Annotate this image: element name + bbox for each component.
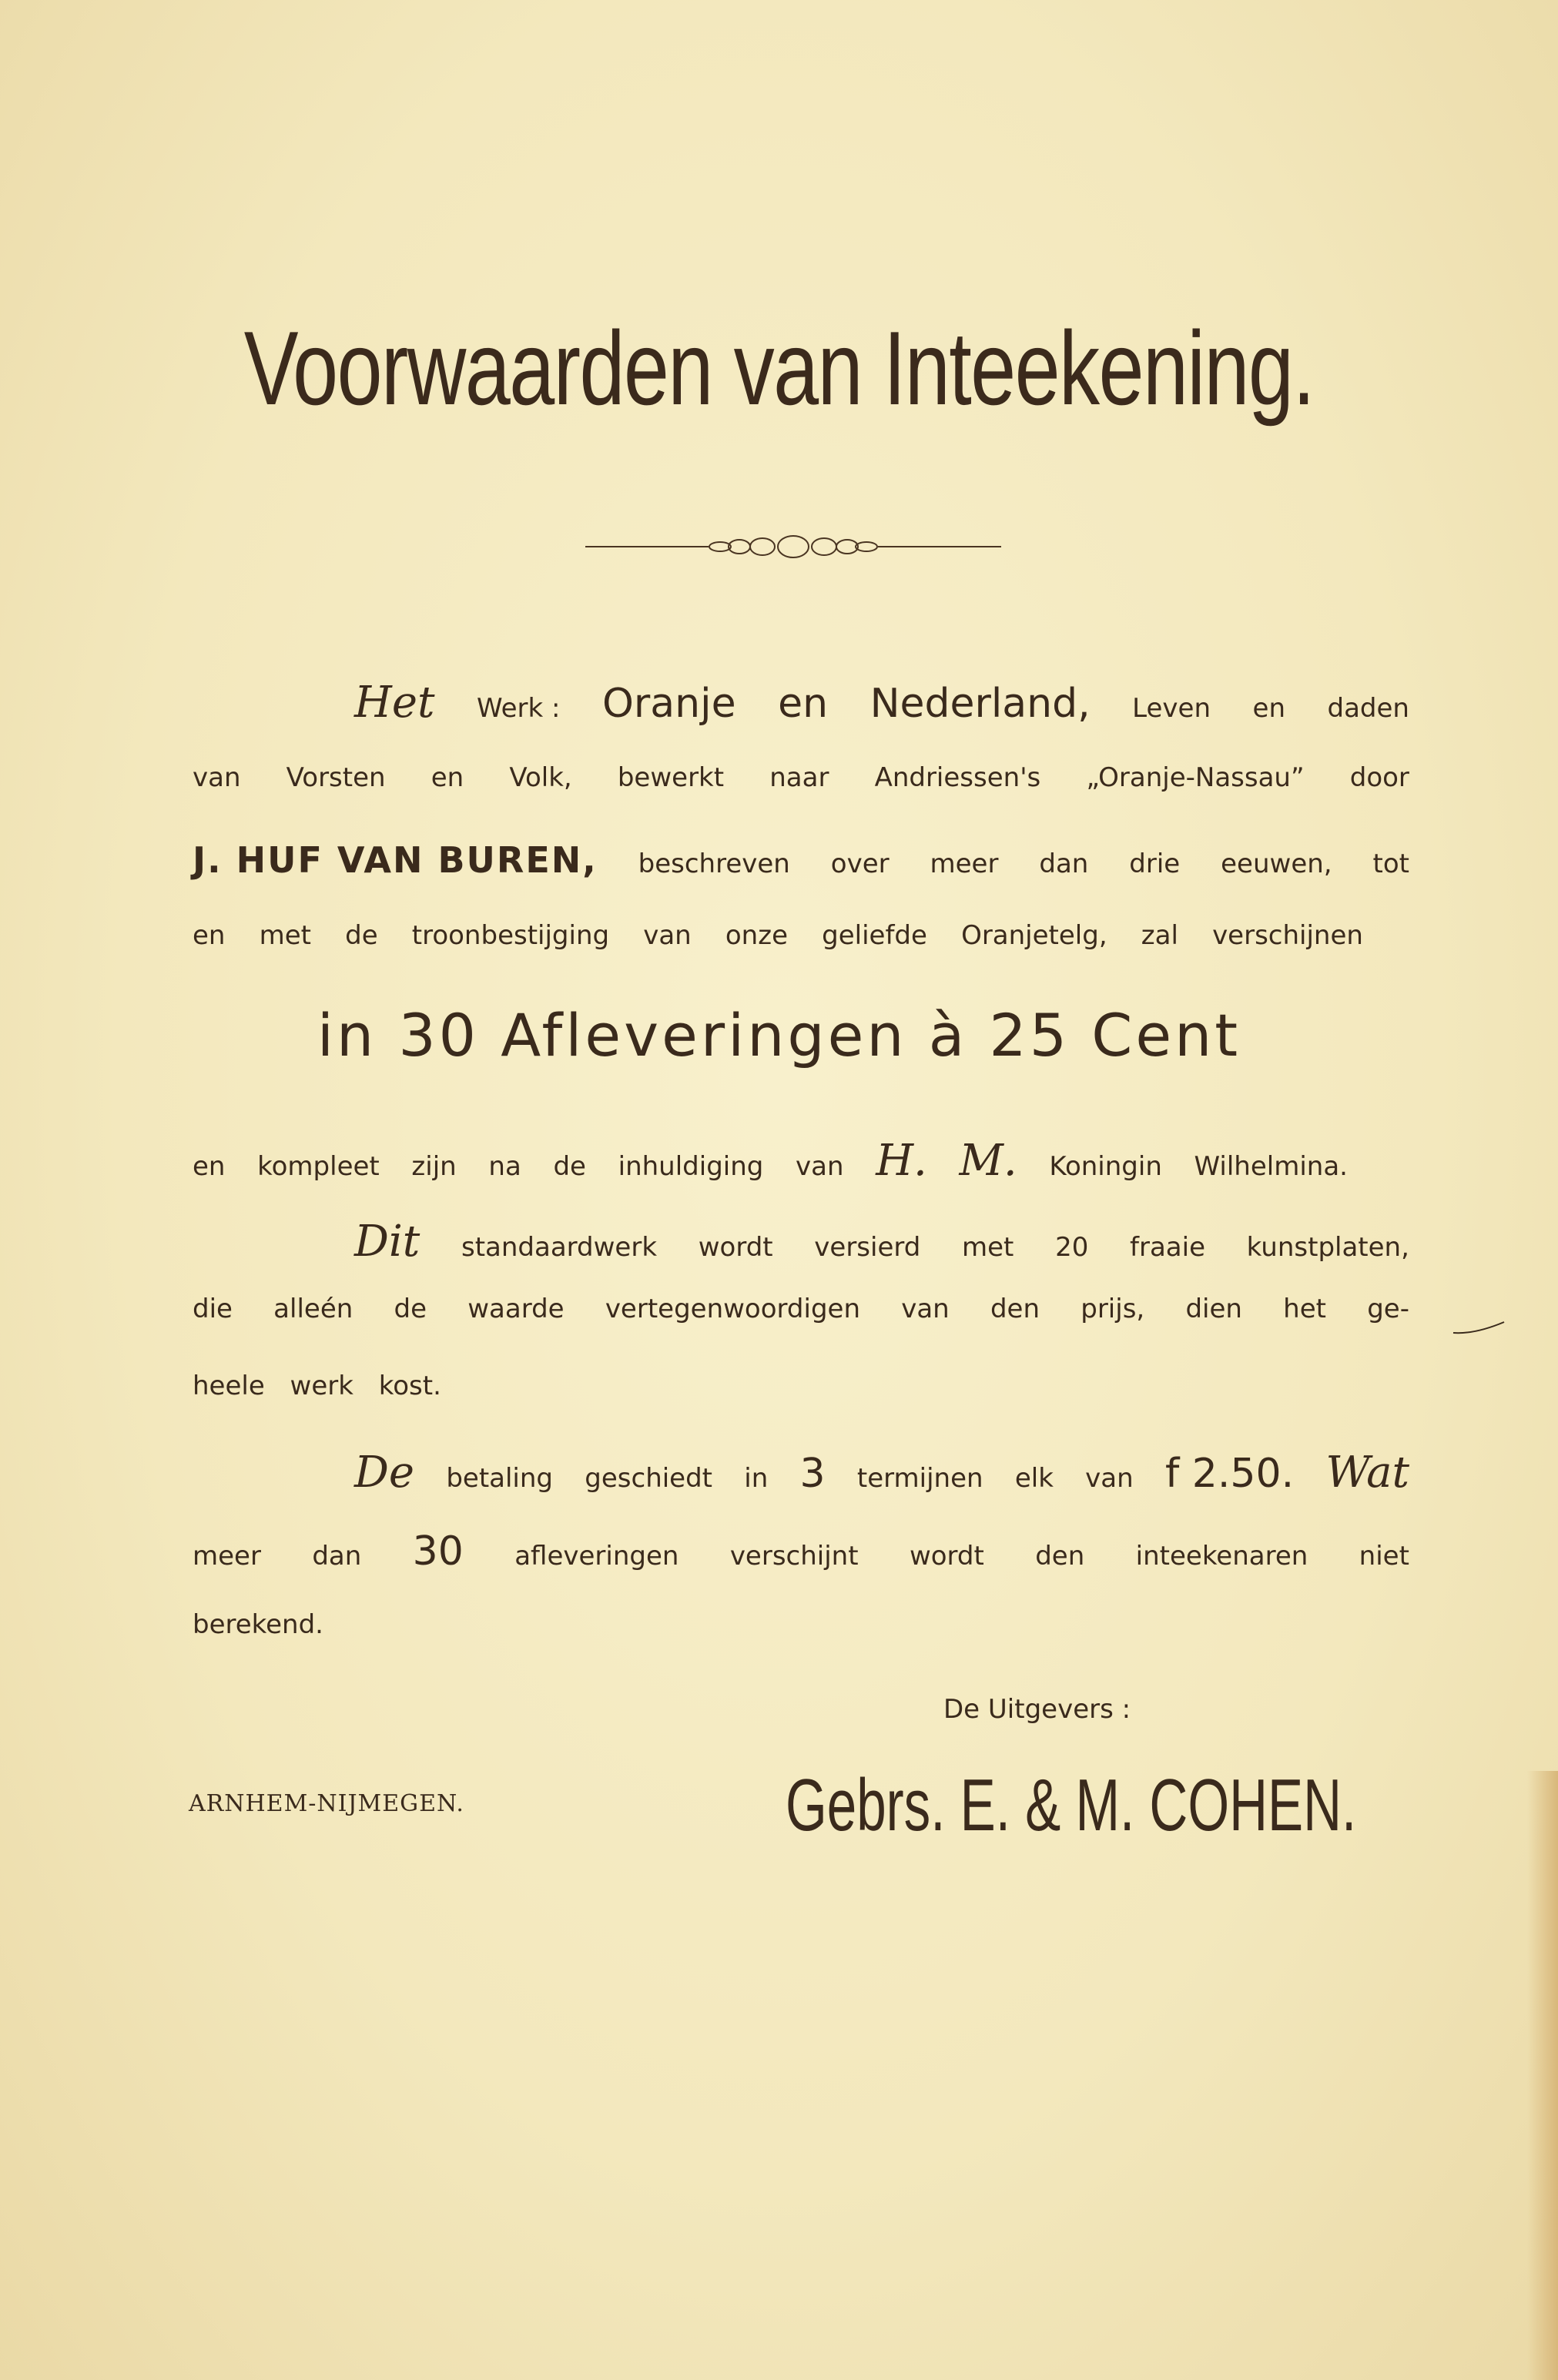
word: van: [193, 762, 241, 793]
word: tot: [1372, 849, 1409, 879]
word: beschreven: [638, 849, 790, 879]
word: het: [1283, 1294, 1326, 1324]
body-line-9: [354, 1448, 1409, 1498]
word: en: [778, 681, 829, 727]
word: den: [1035, 1541, 1085, 1572]
body-line-3: [193, 839, 1409, 881]
word: troonbestijging: [411, 920, 610, 951]
word: waarde: [467, 1294, 565, 1324]
word: meer: [930, 849, 999, 879]
word: Dit: [354, 1217, 420, 1267]
word: Leven: [1132, 693, 1211, 724]
word: van: [796, 1151, 844, 1182]
margin-pen-mark: [1452, 1321, 1506, 1336]
word: Wat: [1325, 1448, 1409, 1498]
word: kunstplaten,: [1246, 1232, 1409, 1263]
word: Oranjetelg,: [961, 920, 1107, 951]
signature-label: De Uitgevers :: [943, 1694, 1131, 1725]
word: de: [394, 1294, 427, 1324]
word: in: [744, 1463, 769, 1494]
price: f 2.50.: [1164, 1451, 1295, 1497]
body-line-10: [193, 1528, 1409, 1575]
word: verschijnen: [1212, 920, 1363, 951]
word: „Oranje-Nassau”: [1086, 762, 1305, 793]
word: na: [488, 1151, 521, 1182]
word: standaardwerk: [461, 1232, 658, 1263]
divider-ornament: [585, 531, 1001, 562]
word: 3: [799, 1451, 826, 1497]
word: alleén: [273, 1294, 353, 1324]
word: en: [431, 762, 464, 793]
word: H.: [876, 1136, 927, 1186]
line-text: berekend.: [193, 1609, 323, 1640]
word: van: [1085, 1463, 1134, 1494]
word: Vorsten: [286, 762, 386, 793]
body-line-11: [193, 1609, 1409, 1640]
body-line-1: [354, 678, 1409, 728]
word: wordt: [698, 1232, 773, 1263]
body-line-6: [354, 1217, 1409, 1267]
page-title: Voorwaarden van Inteekening.: [243, 310, 1315, 427]
word: die: [193, 1294, 233, 1324]
line-text: heele werk kost.: [193, 1371, 441, 1401]
word: Wilhelmina.: [1194, 1151, 1348, 1182]
word: bewerkt: [617, 762, 725, 793]
word: niet: [1359, 1541, 1409, 1572]
word: De: [354, 1448, 415, 1498]
word: dien: [1185, 1294, 1242, 1324]
word: de: [553, 1151, 586, 1182]
word: fraaie: [1130, 1232, 1205, 1263]
word: daden: [1327, 693, 1409, 724]
word: termijnen: [856, 1463, 983, 1494]
word: van: [901, 1294, 950, 1324]
publisher-name: Gebrs. E. & M. COHEN.: [786, 1764, 1357, 1846]
word: met: [962, 1232, 1014, 1263]
word: wordt: [909, 1541, 984, 1572]
word: prijs,: [1081, 1294, 1145, 1324]
word: van: [643, 920, 692, 951]
word: en: [193, 1151, 226, 1182]
word: 20: [1055, 1232, 1089, 1263]
author-name: J. HUF VAN BUREN,: [193, 839, 598, 881]
word: Nederland,: [869, 681, 1091, 727]
body-line-8: [193, 1371, 1409, 1401]
word: onze: [725, 920, 788, 951]
word: Andriessen's: [874, 762, 1041, 793]
word: en: [193, 920, 226, 951]
word: Oranje: [602, 681, 736, 727]
word: zijn: [411, 1151, 457, 1182]
word: drie: [1129, 849, 1181, 879]
word: betaling: [446, 1463, 554, 1494]
word: meer: [193, 1541, 261, 1572]
body-line-4: [193, 920, 1363, 951]
body-line-5: [193, 1136, 1348, 1186]
word: over: [830, 849, 890, 879]
word: den: [990, 1294, 1040, 1324]
page-edge-shading: [1527, 1771, 1558, 2380]
word: Werk :: [477, 693, 561, 724]
word: vertegenwoordigen: [605, 1294, 860, 1324]
word: kompleet: [257, 1151, 380, 1182]
word: Volk,: [509, 762, 572, 793]
word: Koningin: [1049, 1151, 1162, 1182]
word: afleveringen: [514, 1541, 679, 1572]
word: dan: [312, 1541, 362, 1572]
word: 30: [412, 1528, 464, 1575]
word: met: [259, 920, 311, 951]
price-offer: in 30 Afleveringen à 25 Cent: [317, 1001, 1241, 1069]
word: Het: [354, 678, 435, 728]
word: M.: [959, 1136, 1017, 1186]
word: ge-: [1367, 1294, 1409, 1324]
word: geliefde: [822, 920, 927, 951]
body-line-2: [193, 762, 1409, 793]
word: door: [1349, 762, 1409, 793]
word: versierd: [814, 1232, 921, 1263]
word: zal: [1141, 920, 1178, 951]
word: dan: [1039, 849, 1089, 879]
word: geschiedt: [585, 1463, 713, 1494]
word: elk: [1014, 1463, 1054, 1494]
word: verschijnt: [729, 1541, 859, 1572]
word: inteekenaren: [1135, 1541, 1308, 1572]
word: de: [345, 920, 378, 951]
body-line-7: [193, 1294, 1409, 1324]
word: en: [1252, 693, 1285, 724]
place-name: ARNHEM-NIJMEGEN.: [189, 1790, 464, 1817]
word: inhuldiging: [618, 1151, 764, 1182]
word: naar: [769, 762, 829, 793]
word: eeuwen,: [1221, 849, 1332, 879]
